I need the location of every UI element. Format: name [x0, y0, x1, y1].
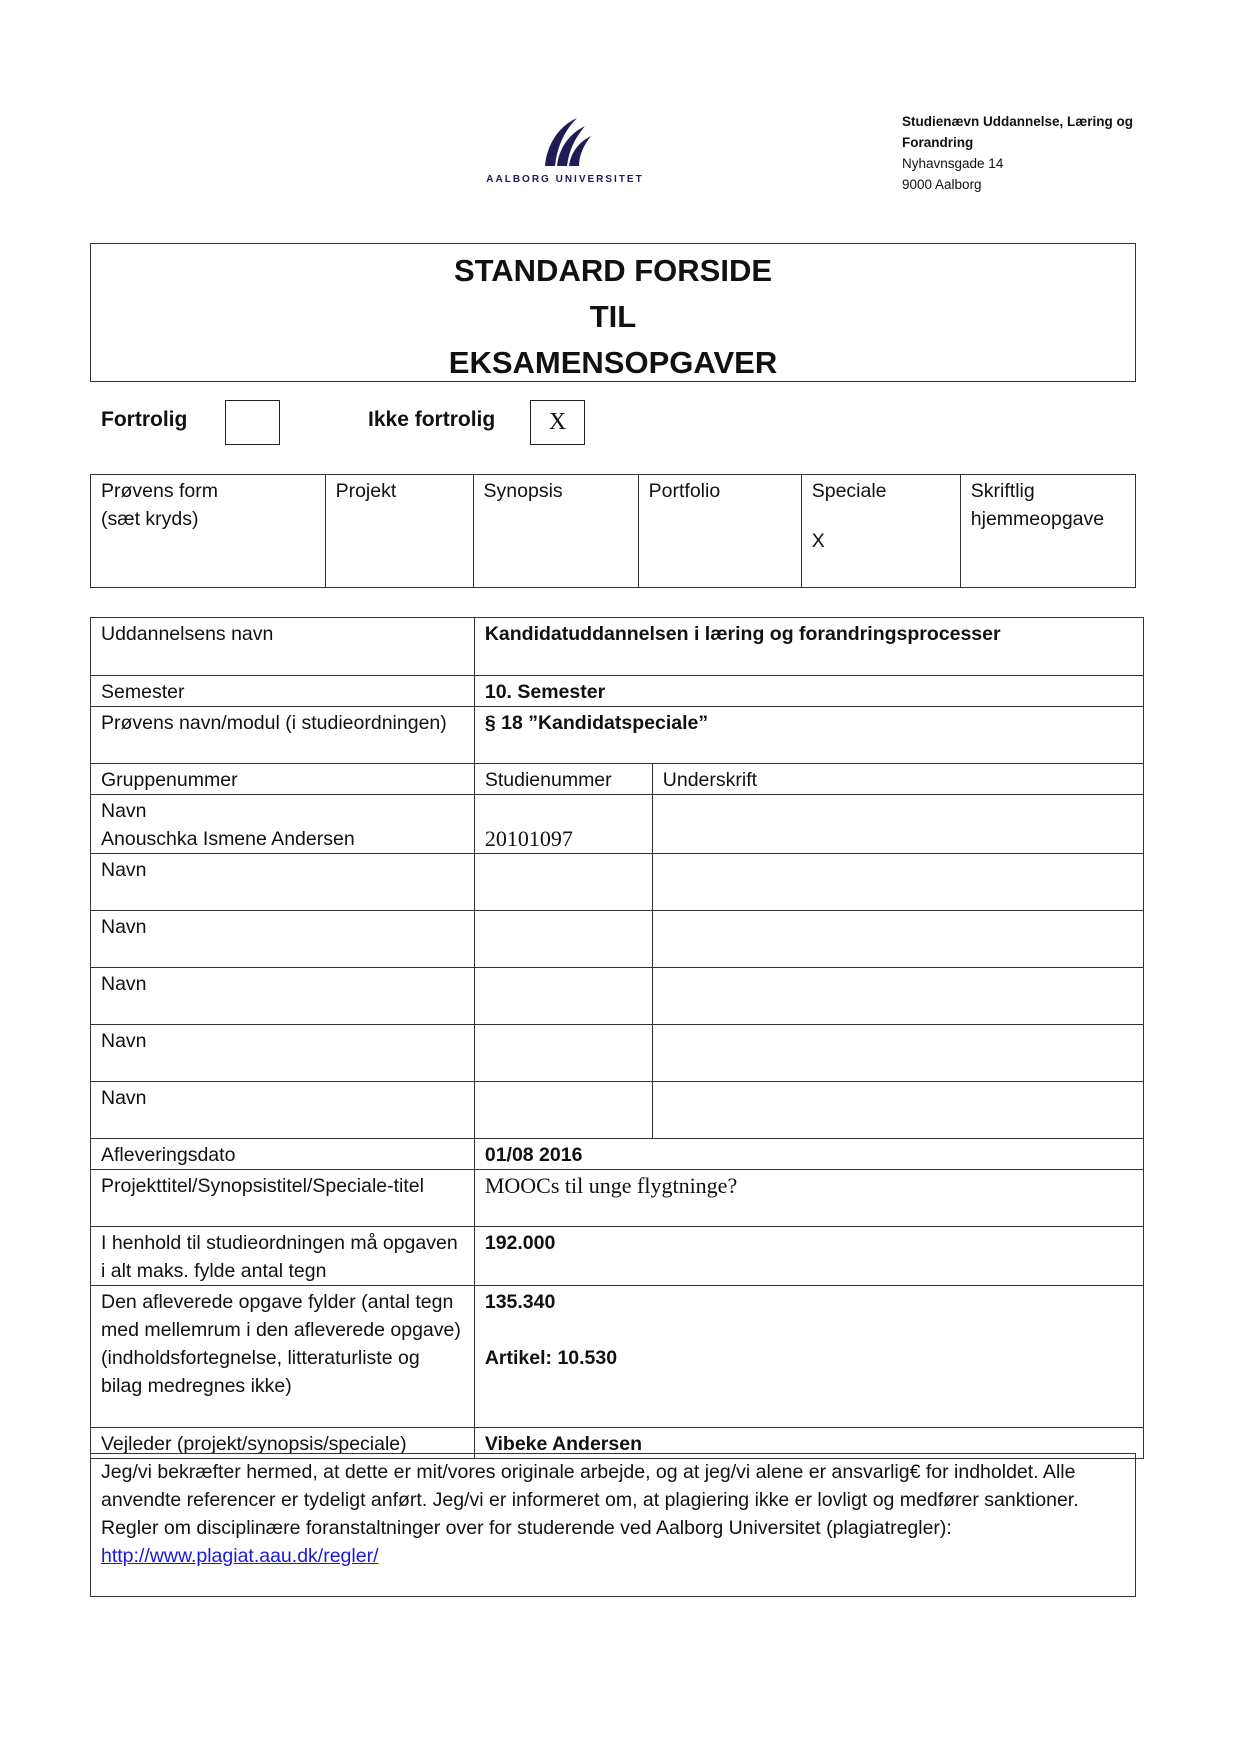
student-number[interactable] [474, 911, 652, 968]
student-signature[interactable] [652, 1082, 1143, 1139]
option-label: Speciale [811, 480, 887, 502]
option-label: Synopsis [483, 480, 563, 502]
exam-name-value: § 18 ”Kandidatspeciale” [474, 707, 1143, 764]
page-title: EKSAMENSOPGAVER [448, 345, 778, 380]
student-number[interactable] [474, 1082, 652, 1139]
student-signature[interactable] [652, 854, 1143, 911]
student-name-label: Navn [101, 916, 147, 938]
student-row [91, 1082, 1144, 1139]
option-label: Skriftlig hjemmeopgave [970, 480, 1105, 530]
date-value: 01/08 2016 [474, 1139, 1143, 1170]
student-name-label: Navn [101, 973, 147, 995]
max-chars-label: I henhold til studieordningen må opgaven i alt maks. fylde antal tegn [91, 1227, 475, 1286]
title-box [90, 243, 1136, 382]
exam-form-option[interactable] [638, 475, 801, 588]
student-signature[interactable] [652, 1025, 1143, 1082]
student-name-label: Navn [101, 1087, 147, 1109]
title-value: MOOCs til unge flygtninge? [474, 1170, 1143, 1227]
education-label: Uddannelsens navn [91, 618, 475, 676]
student-row [91, 968, 1144, 1025]
address-line: Studienævn Uddannelse, Læring og [902, 114, 1134, 129]
fortrolig-label: Fortrolig [101, 408, 188, 431]
semester-label: Semester [91, 676, 475, 707]
info-table [90, 617, 1144, 1459]
declaration-text: Jeg/vi bekræfter hermed, at dette er mit/vores originale arbejde, og at jeg/vi alene er ansvarlig€ for indholdet. Alle anvendte referencer er tydeligt anført. Jeg/vi er informeret om, at plagiering ikke er lovligt og medfører sanktioner. Regler om disciplinære foranstaltninger over for studerende ved Aalborg Universitet (plagiatregler): [101, 1461, 1079, 1539]
chars-value: 135.340 [484, 1291, 556, 1313]
title-label: Projekttitel/Synopsistitel/Speciale-titel [91, 1170, 475, 1227]
exam-name-label: Prøvens navn/modul (i studieordningen) [91, 707, 475, 764]
group-label: Gruppenummer [91, 764, 475, 795]
student-signature[interactable] [652, 911, 1143, 968]
student-row [91, 1025, 1144, 1082]
student-signature[interactable] [652, 795, 1143, 854]
option-label: Projekt [335, 480, 397, 502]
supervisor-label: Vejleder (projekt/synopsis/speciale) [91, 1428, 475, 1459]
page-title: TIL [589, 299, 637, 334]
signature-header: Underskrift [652, 764, 1143, 795]
student-name-label: Navn [101, 1030, 147, 1052]
address-line: 9000 Aalborg [902, 177, 982, 192]
fortrolig-checkbox[interactable] [225, 400, 280, 445]
student-number-header: Studienummer [474, 764, 652, 795]
address-line: Nyhavnsgade 14 [902, 156, 1004, 171]
exam-form-table [90, 474, 1136, 588]
exam-form-option[interactable] [960, 475, 1135, 588]
address-block [902, 111, 1162, 195]
logo-text: AALBORG UNIVERSITET [486, 174, 644, 185]
exam-form-option[interactable] [325, 475, 473, 588]
plagiarism-rules-link[interactable]: http://www.plagiat.aau.dk/regler/ [101, 1545, 379, 1567]
declaration-box [90, 1453, 1136, 1597]
student-row [91, 911, 1144, 968]
option-label: Portfolio [648, 480, 721, 502]
student-name-label: Navn [101, 859, 147, 881]
exam-form-option[interactable] [801, 475, 960, 588]
max-chars-value: 192.000 [474, 1227, 1143, 1286]
exam-form-label-cell [91, 475, 326, 588]
student-number: 20101097 [484, 826, 573, 851]
student-number[interactable] [474, 968, 652, 1025]
semester-value: 10. Semester [474, 676, 1143, 707]
university-logo [470, 114, 660, 204]
ikke-fortrolig-label: Ikke fortrolig [368, 408, 496, 431]
education-value: Kandidatuddannelsen i læring og forandringsprocesser [474, 618, 1143, 676]
ikke-fortrolig-checkbox[interactable]: X [530, 400, 585, 445]
exam-form-option[interactable] [473, 475, 638, 588]
student-name: Anouschka Ismene Andersen [101, 828, 355, 850]
student-signature[interactable] [652, 968, 1143, 1025]
student-number[interactable] [474, 854, 652, 911]
student-row [91, 795, 1144, 854]
page-title: STANDARD FORSIDE [453, 253, 773, 288]
article-value: Artikel: 10.530 [484, 1347, 618, 1369]
chars-label: Den afleverede opgave fylder (antal tegn med mellemrum i den afleverede opgave) (indholdsfortegnelse, litteraturliste og bilag medregnes ikke) [91, 1286, 475, 1428]
supervisor-value: Vibeke Andersen [474, 1428, 1143, 1459]
student-name-label: Navn [101, 800, 147, 822]
chars-cell [474, 1286, 1143, 1428]
exam-form-hint: (sæt kryds) [101, 508, 199, 530]
aau-wave-icon [537, 114, 593, 170]
address-line: Forandring [902, 135, 974, 150]
student-row [91, 854, 1144, 911]
student-number[interactable] [474, 1025, 652, 1082]
exam-form-label: Prøvens form [101, 480, 219, 502]
option-mark: X [811, 530, 825, 552]
date-label: Afleveringsdato [91, 1139, 475, 1170]
